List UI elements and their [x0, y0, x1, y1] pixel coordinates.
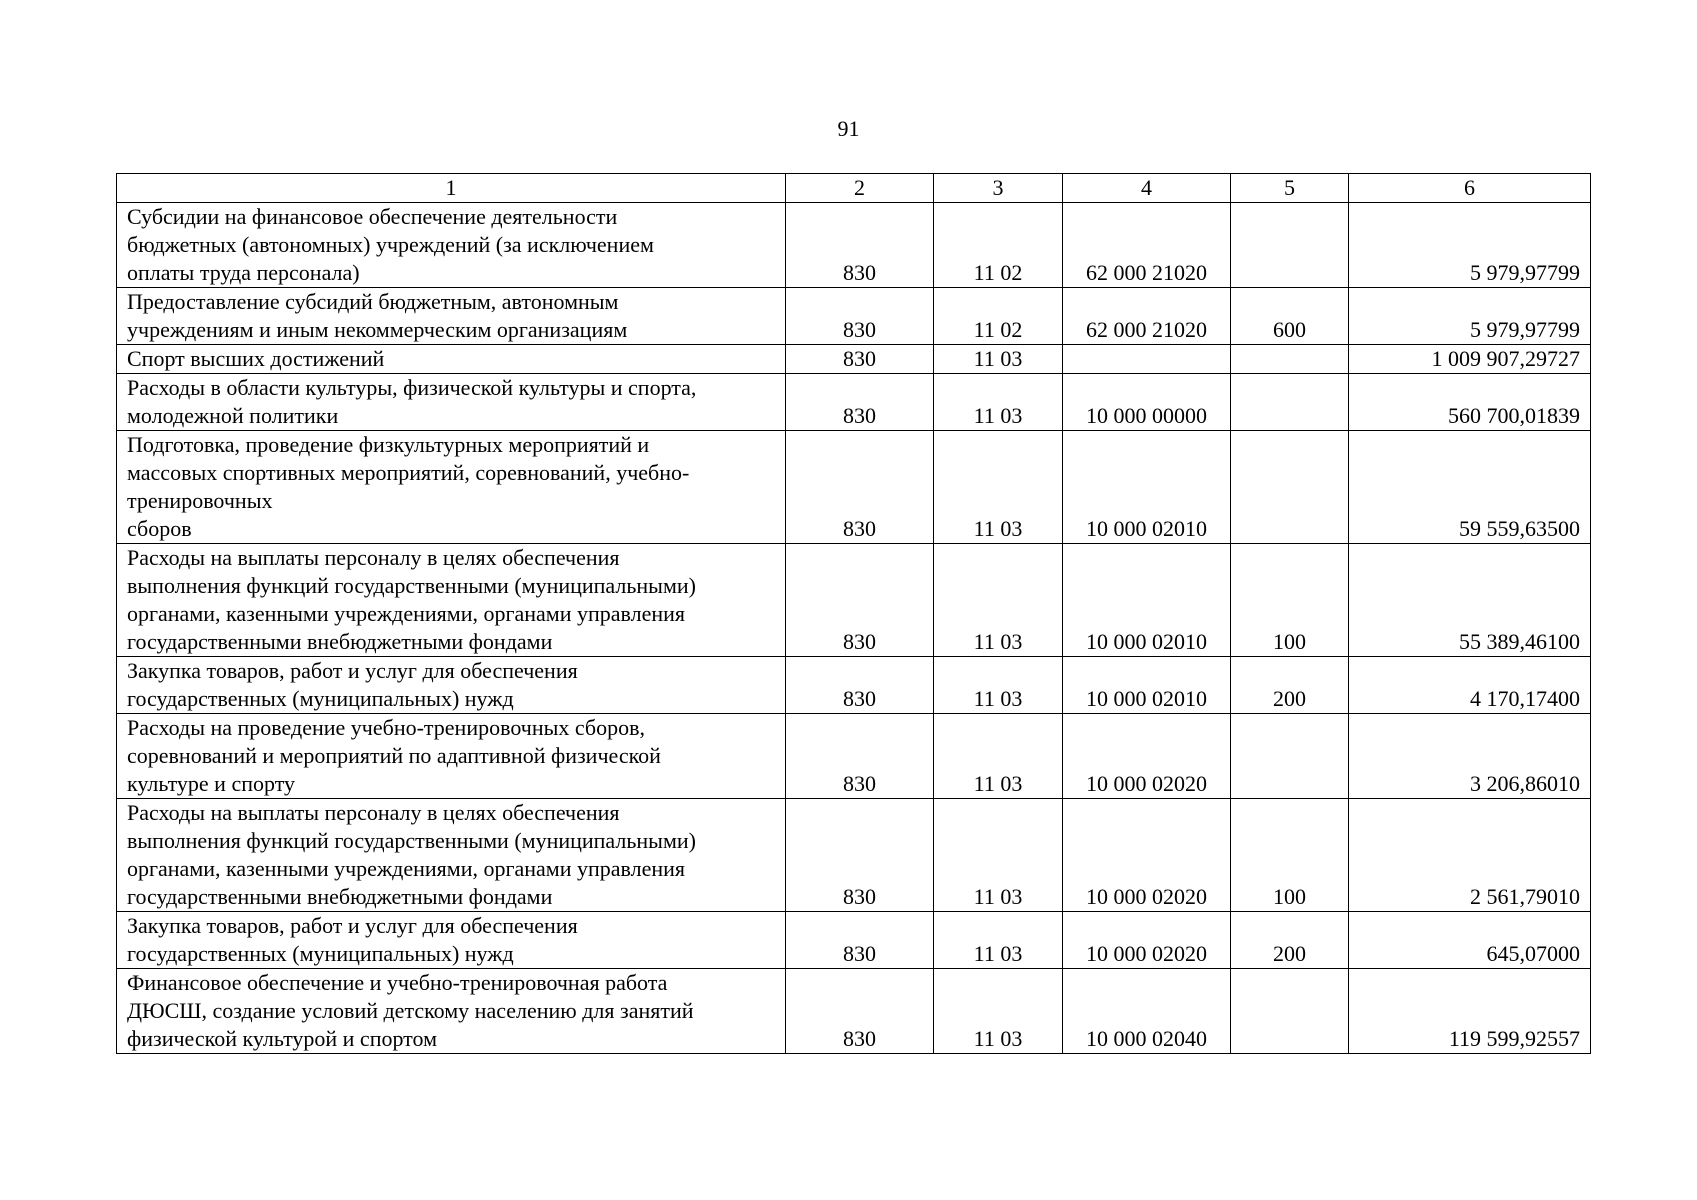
expense-kind-cell	[1231, 203, 1349, 288]
target-article-cell: 10 000 00000	[1063, 374, 1231, 431]
section-code-cell: 11 03	[934, 431, 1063, 544]
table-row	[117, 374, 1591, 431]
section-code-cell: 11 03	[934, 657, 1063, 714]
column-number: 4	[1063, 174, 1231, 203]
expense-kind-cell	[1231, 374, 1349, 431]
expense-name-cell: Расходы на проведение учебно-тренировочных сборов, соревнований и мероприятий по адаптивной физической культуре и спорту	[117, 714, 786, 799]
amount-cell: 4 170,17400	[1349, 657, 1591, 714]
ministry-code-cell: 830	[786, 544, 934, 657]
ministry-code-cell: 830	[786, 203, 934, 288]
expense-kind-cell: 100	[1231, 544, 1349, 657]
expense-name-cell: Закупка товаров, работ и услуг для обеспечения государственных (муниципальных) нужд	[117, 912, 786, 969]
column-number: 6	[1349, 174, 1591, 203]
amount-cell: 645,07000	[1349, 912, 1591, 969]
section-code-cell: 11 03	[934, 374, 1063, 431]
page-number: 91	[837, 116, 860, 141]
expense-name-cell: Расходы в области культуры, физической культуры и спорта, молодежной политики	[117, 374, 786, 431]
table-row	[117, 657, 1591, 714]
expense-kind-cell	[1231, 969, 1349, 1054]
amount-cell: 1 009 907,29727	[1349, 345, 1591, 374]
table-row	[117, 288, 1591, 345]
section-code-cell: 11 03	[934, 799, 1063, 912]
amount-cell: 560 700,01839	[1349, 374, 1591, 431]
target-article-cell: 10 000 02020	[1063, 714, 1231, 799]
amount-cell: 2 561,79010	[1349, 799, 1591, 912]
target-article-cell: 10 000 02040	[1063, 969, 1231, 1054]
column-number: 3	[934, 174, 1063, 203]
expense-name-cell: Спорт высших достижений	[117, 345, 786, 374]
table-row	[117, 203, 1591, 288]
expense-kind-cell	[1231, 714, 1349, 799]
ministry-code-cell: 830	[786, 799, 934, 912]
budget-table-body	[117, 174, 1591, 1054]
table-row	[117, 714, 1591, 799]
amount-cell: 5 979,97799	[1349, 288, 1591, 345]
column-number: 5	[1231, 174, 1349, 203]
expense-kind-cell: 200	[1231, 912, 1349, 969]
expense-kind-cell: 100	[1231, 799, 1349, 912]
ministry-code-cell: 830	[786, 657, 934, 714]
ministry-code-cell: 830	[786, 912, 934, 969]
target-article-cell: 10 000 02010	[1063, 544, 1231, 657]
amount-cell: 59 559,63500	[1349, 431, 1591, 544]
expense-name-cell: Расходы на выплаты персоналу в целях обеспечения выполнения функций государственными (муниципальными) органами, казенными учреждениями, органами управления государственными внебюджетными фондами	[117, 799, 786, 912]
table-row	[117, 431, 1591, 544]
amount-cell: 5 979,97799	[1349, 203, 1591, 288]
table-row	[117, 799, 1591, 912]
amount-cell: 3 206,86010	[1349, 714, 1591, 799]
table-row	[117, 345, 1591, 374]
ministry-code-cell: 830	[786, 374, 934, 431]
ministry-code-cell: 830	[786, 714, 934, 799]
expense-name-cell: Финансовое обеспечение и учебно-тренировочная работа ДЮСШ, создание условий детскому населению для занятий физической культурой и спортом	[117, 969, 786, 1054]
section-code-cell: 11 02	[934, 203, 1063, 288]
amount-cell: 55 389,46100	[1349, 544, 1591, 657]
section-code-cell: 11 03	[934, 345, 1063, 374]
target-article-cell	[1063, 345, 1231, 374]
expense-name-cell: Подготовка, проведение физкультурных мероприятий и массовых спортивных мероприятий, соревнований, учебно-тренировочных сборов	[117, 431, 786, 544]
table-row	[117, 544, 1591, 657]
section-code-cell: 11 03	[934, 912, 1063, 969]
target-article-cell: 10 000 02010	[1063, 431, 1231, 544]
section-code-cell: 11 03	[934, 714, 1063, 799]
section-code-cell: 11 03	[934, 969, 1063, 1054]
column-number: 2	[786, 174, 934, 203]
table-row	[117, 969, 1591, 1054]
budget-table	[116, 173, 1591, 1054]
target-article-cell: 10 000 02010	[1063, 657, 1231, 714]
column-number: 1	[117, 174, 786, 203]
section-code-cell: 11 02	[934, 288, 1063, 345]
table-row	[117, 912, 1591, 969]
expense-name-cell: Субсидии на финансовое обеспечение деятельности бюджетных (автономных) учреждений (за исключением оплаты труда персонала)	[117, 203, 786, 288]
ministry-code-cell: 830	[786, 288, 934, 345]
section-code-cell: 11 03	[934, 544, 1063, 657]
target-article-cell: 62 000 21020	[1063, 203, 1231, 288]
target-article-cell: 10 000 02020	[1063, 799, 1231, 912]
target-article-cell: 10 000 02020	[1063, 912, 1231, 969]
target-article-cell: 62 000 21020	[1063, 288, 1231, 345]
expense-kind-cell	[1231, 431, 1349, 544]
expense-kind-cell: 200	[1231, 657, 1349, 714]
expense-kind-cell: 600	[1231, 288, 1349, 345]
amount-cell: 119 599,92557	[1349, 969, 1591, 1054]
expense-kind-cell	[1231, 345, 1349, 374]
expense-name-cell: Закупка товаров, работ и услуг для обеспечения государственных (муниципальных) нужд	[117, 657, 786, 714]
expense-name-cell: Предоставление субсидий бюджетным, автономным учреждениям и иным некоммерческим организациям	[117, 288, 786, 345]
expense-name-cell: Расходы на выплаты персоналу в целях обеспечения выполнения функций государственными (муниципальными) органами, казенными учреждениями, органами управления государственными внебюджетными фондами	[117, 544, 786, 657]
ministry-code-cell: 830	[786, 969, 934, 1054]
column-number-row	[117, 174, 1591, 203]
ministry-code-cell: 830	[786, 345, 934, 374]
ministry-code-cell: 830	[786, 431, 934, 544]
